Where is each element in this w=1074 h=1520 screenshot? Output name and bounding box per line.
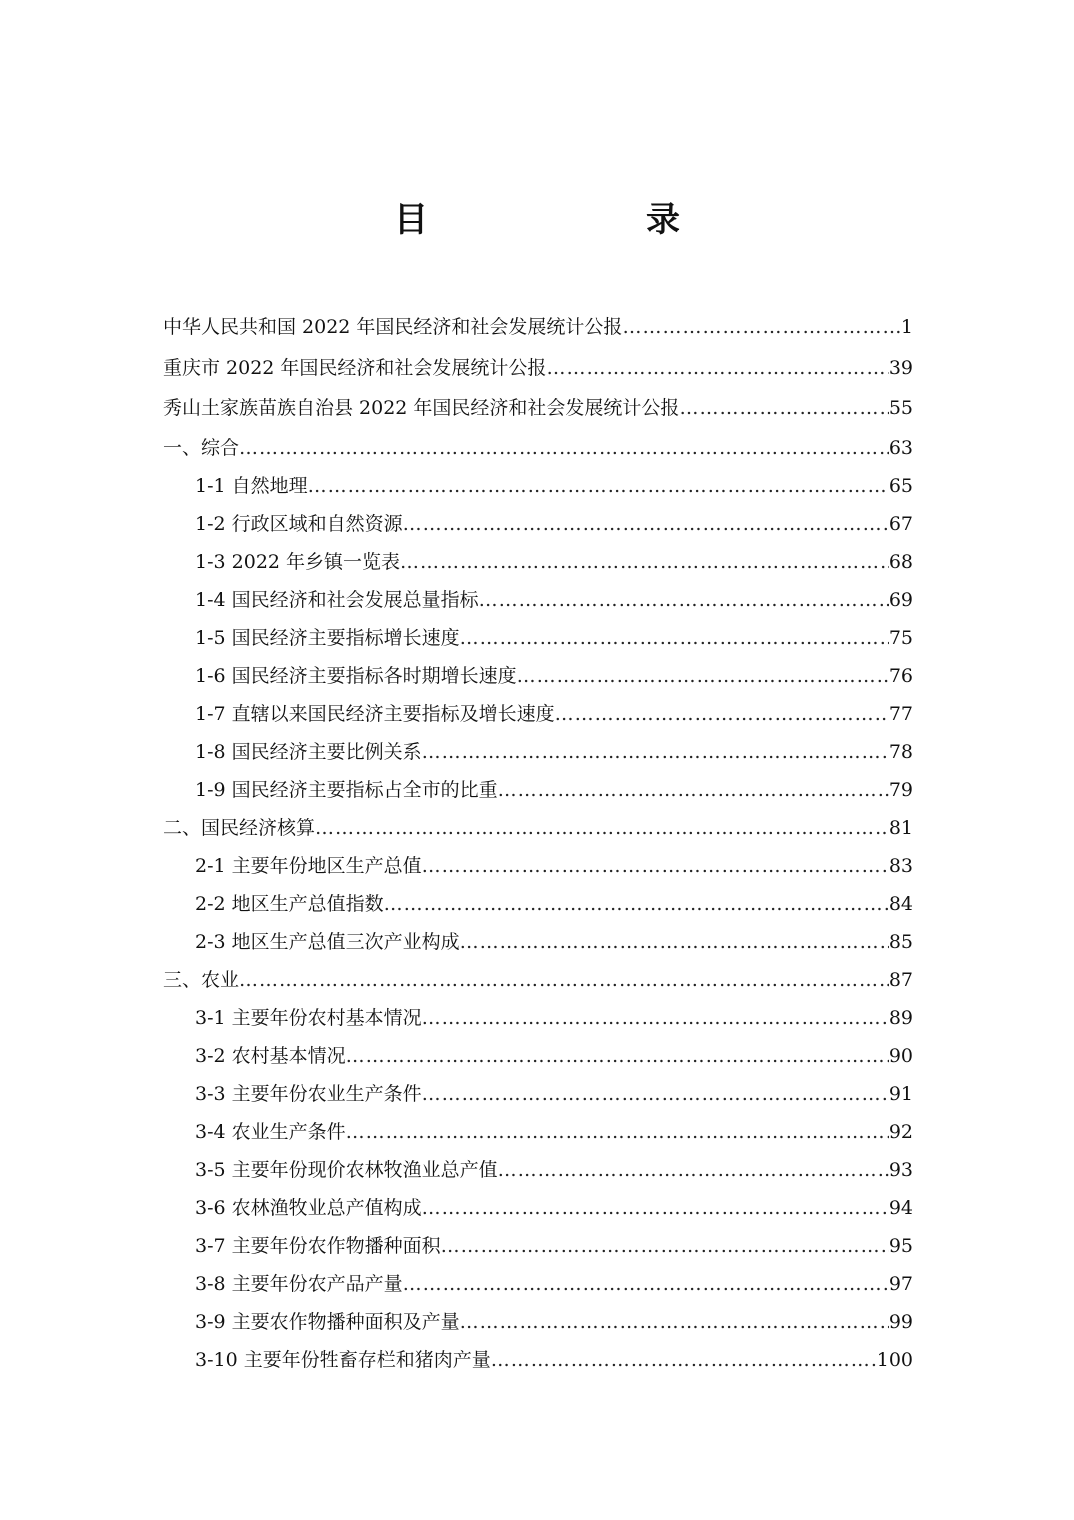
toc-entry-page-number: 1 [900,316,913,338]
toc-entry-title: 1-8 国民经济主要比例关系 [195,740,422,763]
toc-entry-title: 3-9 主要农作物播种面积及产量 [195,1310,460,1333]
toc-entry-title: 3-6 农林渔牧业总产值构成 [195,1196,422,1219]
toc-entry[interactable] [163,771,913,809]
toc-entry[interactable] [163,388,913,429]
toc-entry-title: 3-4 农业生产条件 [195,1120,346,1143]
toc-entry[interactable] [163,467,913,505]
toc-entry[interactable] [163,619,913,657]
toc-entry-title: 1-2 行政区域和自然资源 [195,512,403,535]
toc-entry-page-number: 93 [888,1158,913,1181]
toc-entry-title: 1-5 国民经济主要指标增长速度 [195,626,460,649]
toc-entry-title: 3-8 主要年份农产品产量 [195,1272,403,1295]
toc-entry[interactable] [163,505,913,543]
dot-leader [422,1075,889,1113]
dot-leader [239,429,889,467]
toc-entry-page-number: 63 [888,436,913,459]
dot-leader [346,1113,889,1151]
dot-leader [422,999,889,1037]
toc-entry-title: 重庆市 2022 年国民经济和社会发展统计公报 [163,356,547,379]
toc-entry[interactable] [163,1037,913,1075]
toc-entry[interactable] [163,348,913,389]
toc-entry-page-number: 99 [888,1310,913,1333]
toc-entry-title: 3-5 主要年份现价农林牧渔业总产值 [195,1158,498,1181]
dot-leader [498,1151,889,1189]
dot-leader [441,1227,889,1265]
toc-entry-title: 1-1 自然地理 [195,474,308,497]
toc-entry[interactable] [163,885,913,923]
toc-entry-page-number: 68 [888,550,913,573]
toc-entry-page-number: 75 [888,626,913,649]
toc-entry-title: 1-9 国民经济主要指标占全市的比重 [195,778,498,801]
page-title: 目 录 [394,200,730,240]
table-of-contents [163,307,913,1379]
toc-entry[interactable] [163,1189,913,1227]
toc-entry[interactable] [163,695,913,733]
toc-entry[interactable] [163,1113,913,1151]
toc-entry-title: 3-10 主要年份牲畜存栏和猪肉产量 [195,1348,491,1371]
toc-entry-page-number: 92 [888,1120,913,1143]
toc-entry-page-number: 95 [888,1234,913,1257]
toc-entry[interactable] [163,1265,913,1303]
dot-leader [622,307,900,348]
dot-leader [384,885,889,923]
toc-entry-page-number: 78 [888,740,913,763]
toc-entry-page-number: 84 [888,892,913,915]
toc-entry-title: 3-1 主要年份农村基本情况 [195,1006,422,1029]
dot-leader [460,923,889,961]
toc-entry[interactable] [163,847,913,885]
toc-entry-page-number: 76 [888,664,913,687]
dot-leader [308,467,889,505]
toc-entry-title: 2-1 主要年份地区生产总值 [195,854,422,877]
toc-entry-page-number: 94 [888,1196,913,1219]
toc-entry-title: 中华人民共和国 2022 年国民经济和社会发展统计公报 [163,316,623,338]
toc-entry-page-number: 81 [888,816,913,839]
dot-leader [517,657,889,695]
dot-leader [400,543,889,581]
dot-leader [346,1037,889,1075]
toc-entry-page-number: 91 [888,1082,913,1105]
toc-entry-title: 秀山土家族苗族自治县 2022 年国民经济和社会发展统计公报 [163,397,680,419]
dot-leader [546,348,888,389]
toc-entry-page-number: 100 [876,1348,913,1371]
dot-leader [239,961,889,999]
toc-entry-title: 三、农业 [163,968,240,991]
toc-entry[interactable] [163,1075,913,1113]
toc-entry[interactable] [163,999,913,1037]
toc-entry-page-number: 90 [888,1044,913,1067]
toc-entry[interactable] [163,429,913,467]
dot-leader [460,1303,889,1341]
dot-leader [422,733,889,771]
toc-entry-page-number: 39 [888,356,913,379]
toc-entry[interactable] [163,923,913,961]
toc-entry-title: 3-2 农村基本情况 [195,1044,346,1067]
toc-entry-title: 一、综合 [163,436,240,459]
dot-leader [422,1189,889,1227]
toc-entry-title: 1-7 直辖以来国民经济主要指标及增长速度 [195,702,555,725]
dot-leader [315,809,889,847]
dot-leader [460,619,889,657]
toc-entry-page-number: 79 [888,778,913,801]
toc-entry-title: 3-7 主要年份农作物播种面积 [195,1234,441,1257]
toc-entry[interactable] [163,581,913,619]
toc-entry-page-number: 77 [888,702,913,725]
dot-leader [403,1265,889,1303]
toc-entry[interactable] [163,1227,913,1265]
toc-entry[interactable] [163,307,913,348]
toc-entry-page-number: 85 [888,930,913,953]
toc-entry-page-number: 97 [888,1272,913,1295]
dot-leader [403,505,889,543]
toc-entry[interactable] [163,1341,913,1379]
toc-entry-title: 2-2 地区生产总值指数 [195,892,384,915]
toc-entry-title: 1-3 2022 年乡镇一览表 [195,550,401,573]
toc-entry[interactable] [163,1303,913,1341]
toc-entry-title: 1-4 国民经济和社会发展总量指标 [195,588,479,611]
toc-entry-page-number: 89 [888,1006,913,1029]
toc-entry[interactable] [163,657,913,695]
dot-leader [555,695,889,733]
toc-entry[interactable] [163,1151,913,1189]
toc-entry-page-number: 55 [888,397,913,419]
toc-entry[interactable] [163,961,913,999]
toc-entry-title: 二、国民经济核算 [163,816,316,839]
toc-entry-page-number: 87 [888,968,913,991]
dot-leader [422,847,889,885]
dot-leader [679,388,888,429]
toc-entry-page-number: 67 [888,512,913,535]
toc-entry-title: 2-3 地区生产总值三次产业构成 [195,930,460,953]
toc-entry-page-number: 69 [888,588,913,611]
dot-leader [479,581,889,619]
toc-entry[interactable] [163,733,913,771]
dot-leader [491,1341,877,1379]
toc-entry[interactable] [163,809,913,847]
toc-entry-page-number: 65 [888,474,913,497]
toc-entry-title: 1-6 国民经济主要指标各时期增长速度 [195,664,517,687]
toc-entry[interactable] [163,543,913,581]
toc-entry-page-number: 83 [888,854,913,877]
toc-entry-title: 3-3 主要年份农业生产条件 [195,1082,422,1105]
dot-leader [498,771,889,809]
